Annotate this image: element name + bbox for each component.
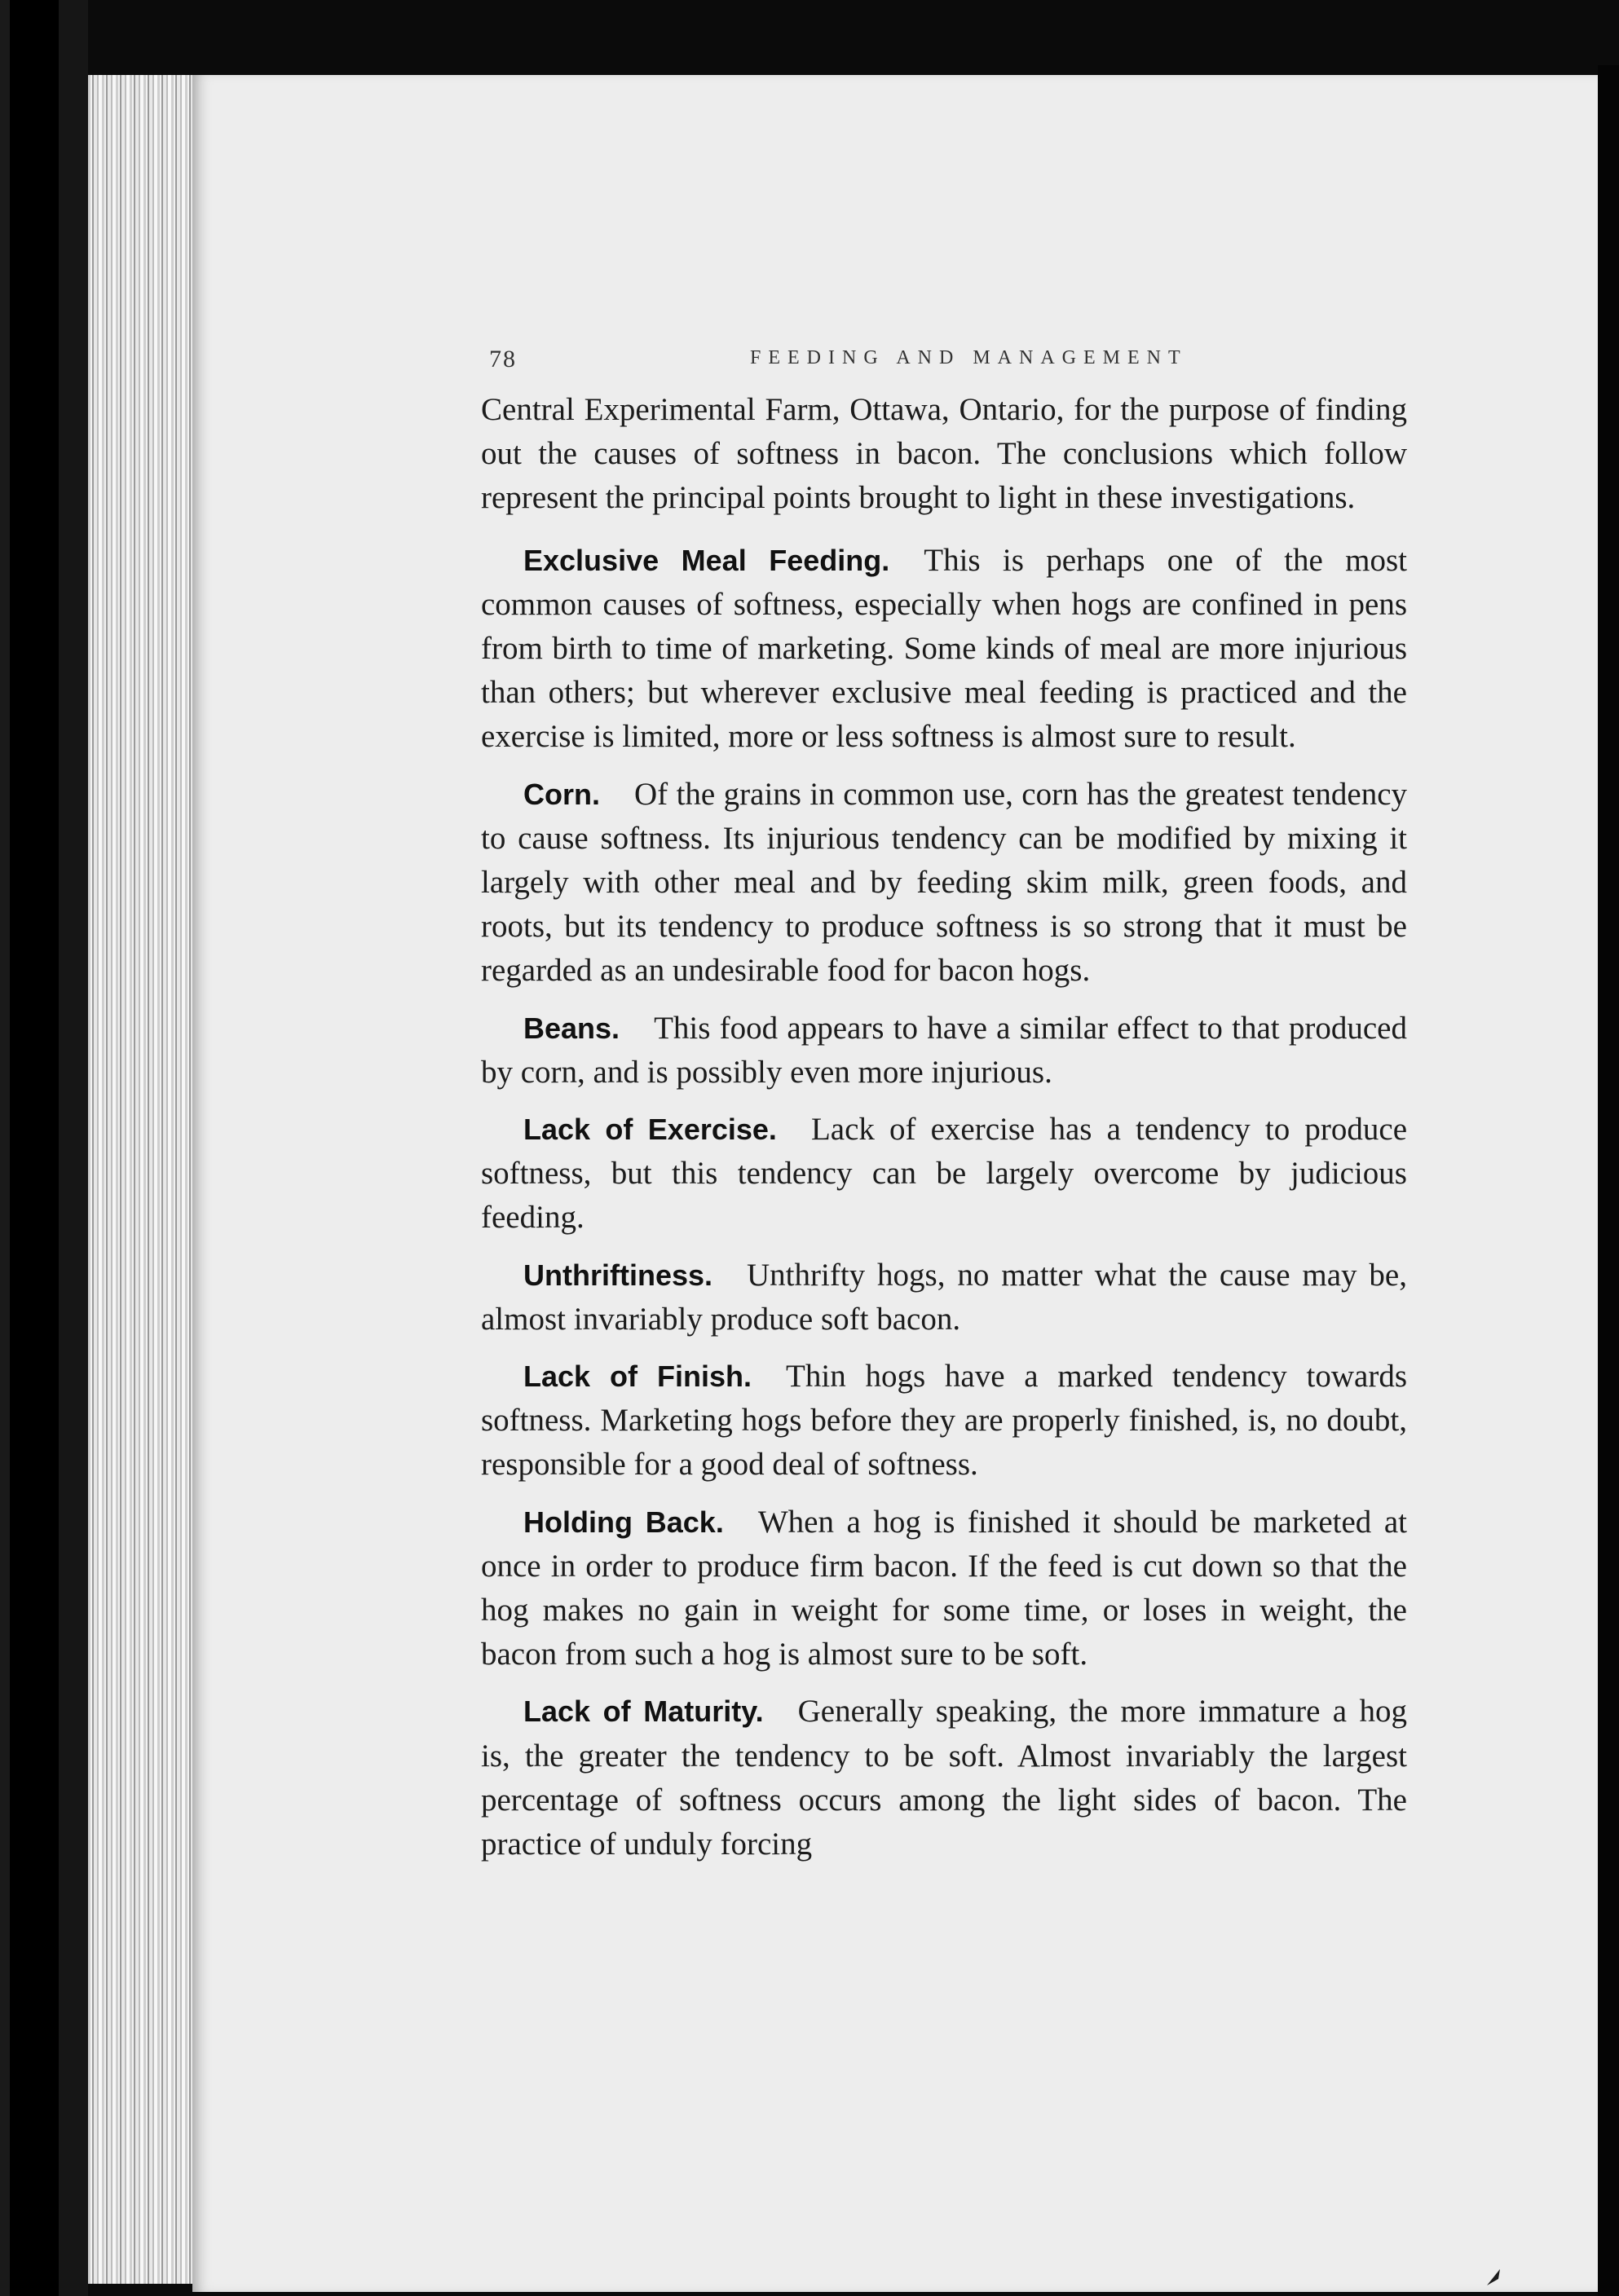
section-heading: Holding Back. <box>523 1505 724 1539</box>
section-heading: Unthriftiness. <box>523 1258 713 1292</box>
section-text: Thin hogs have a marked tendency towards softness. Marketing hogs before they are properly finished, is, no doubt, responsible for a good deal of softness. <box>481 1359 1407 1483</box>
section-heading: Lack of Maturity. <box>523 1694 764 1729</box>
section-text: Lack of exercise has a tendency to produce softness, but this tendency can be largely overcome by judicious feeding. <box>481 1112 1408 1236</box>
section-text: Of the grains in common use, corn has the greatest tendency to cause softness. Its injurious tendency can be modified by mixing it largely with other meal and by feeding skim milk, green foods, and roots, but its tendency to produce softness is so strong that it must be regarded as an undesirable food for bacon hogs. <box>481 776 1407 989</box>
running-head: FEEDING AND MANAGEMENT <box>750 347 1188 368</box>
section-lack-of-finish <box>481 1355 1407 1487</box>
section-text: This is perhaps one of the most common causes of softness, especially when hogs are confined in pens from birth to time of marketing. Some kinds of meal are more injurious than others; but wherever exclusive meal feeding is practiced and the exercise is limited, more or less softness is almost sure to result. <box>481 542 1407 755</box>
page-header <box>489 346 1410 378</box>
section-lack-of-maturity <box>481 1690 1407 1866</box>
section-heading: Exclusive Meal Feeding. <box>523 543 890 577</box>
section-unthriftiness <box>481 1254 1407 1342</box>
page-number: 78 <box>489 346 517 372</box>
scan-corner-mark <box>1484 2264 1516 2289</box>
section-text: This food appears to have a similar effect to that produced by corn, and is possibly even more injurious. <box>481 1010 1407 1090</box>
section-holding-back <box>481 1501 1407 1677</box>
section-heading: Beans. <box>523 1011 620 1045</box>
section-heading: Lack of Finish. <box>523 1360 752 1394</box>
section-text: When a hog is finished it should be marketed at once in order to produce firm bacon. If the feed is cut down so that the hog makes no gain in weight for some time, or loses in weight, the bacon from such a hog is almost sure to be soft. <box>481 1504 1407 1672</box>
section-corn <box>481 773 1407 994</box>
section-text: Generally speaking, the more immature a hog is, the greater the tendency to be soft. Almost invariably the largest percentage of softness occurs among the light sides of bacon. The practice of unduly forcing <box>481 1694 1407 1862</box>
section-exclusive-meal-feeding <box>481 539 1407 760</box>
book-right-edge <box>1598 65 1619 2296</box>
section-text: Unthrifty hogs, no matter what the cause may be, almost invariably produce soft bacon. <box>481 1257 1407 1337</box>
section-lack-of-exercise <box>481 1108 1407 1241</box>
section-beans <box>481 1007 1407 1095</box>
page-body <box>481 388 1407 1880</box>
section-heading: Corn. <box>523 777 600 811</box>
corner-mark-glyph <box>1484 2264 1516 2289</box>
section-heading: Lack of Exercise. <box>523 1113 777 1147</box>
intro-paragraph: Central Experimental Farm, Ottawa, Ontario, for the purpose of finding out the causes of softness in bacon. The conclusions which follow represent the principal points brought to light in these investigations. <box>481 392 1407 516</box>
